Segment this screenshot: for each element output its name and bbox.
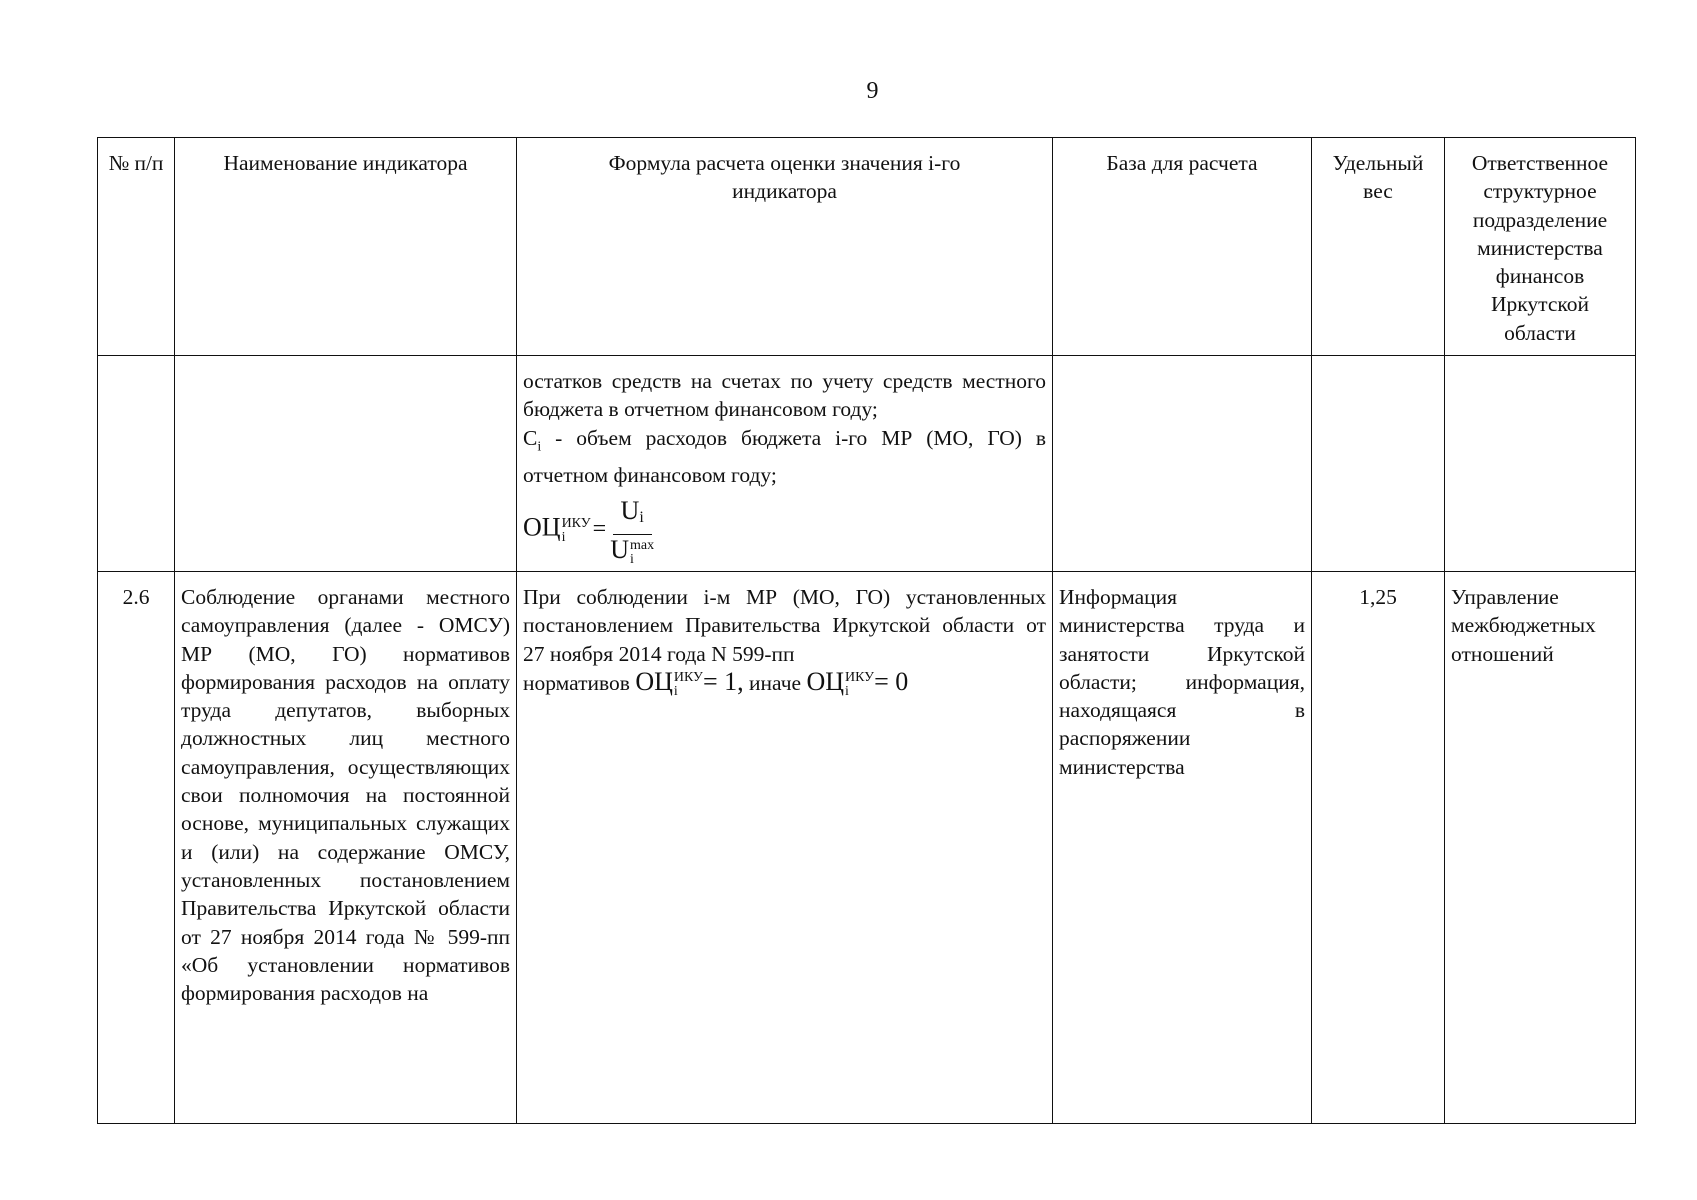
f-den-sub: i — [629, 551, 634, 567]
header-base: База для расчета — [1053, 138, 1312, 356]
cell-weight: 1,25 — [1312, 572, 1445, 1124]
f2-lhs: ОЦ — [806, 666, 845, 696]
header-formula: Формула расчета оценки значения i-го индикатора — [517, 138, 1053, 356]
f1-sub: i — [673, 683, 678, 699]
formula-text-2: - объем расходов бюджета i-го МР (МО, ГО) в отчетном финансовом году; — [523, 425, 1046, 488]
f1-sup: ИКУ — [673, 669, 703, 685]
formula-line — [523, 668, 1046, 699]
header-num: № п/п — [98, 138, 175, 356]
f2-rhs: = 0 — [874, 666, 909, 696]
table-row-2-6 — [98, 572, 1636, 1124]
f1-rhs: = 1, — [702, 666, 744, 696]
cell-base: Информация министерства труда и занятости Иркутской области; информация, находящаяся в распоряжении министерства — [1053, 572, 1312, 1124]
formula-text-2-wrap — [523, 424, 1046, 490]
cell-num-empty — [98, 356, 175, 572]
f-den-sup: max — [629, 537, 655, 553]
cell-formula — [517, 572, 1053, 1124]
f-sub: i — [561, 530, 566, 545]
fraction — [610, 495, 654, 566]
cell-formula-continued — [517, 356, 1053, 572]
c-sub: i — [537, 438, 542, 454]
header-responsible: Ответственное структурное подразделение министерства финансов Иркутской области — [1445, 138, 1636, 356]
cell-weight-empty — [1312, 356, 1445, 572]
f2-sub: i — [845, 683, 849, 699]
f-den: U — [610, 535, 629, 565]
table-header-row — [98, 138, 1636, 356]
cell-indicator-name: Соблюдение органами местного самоуправления (далее - ОМСУ) МР (МО, ГО) нормативов формирования расходов на оплату труда депутатов, выборных должностных лиц местного самоуправления, осуществляющих свои полномочия на постоянной основе, муниципальных служащих и (или) на содержание ОМСУ, установленных постановлением Правительства Иркутской области от 27 ноября 2014 года № 599-пп «Об установлении нормативов формирования расходов на — [175, 572, 517, 1124]
cell-base-empty — [1053, 356, 1312, 572]
f1-lhs: ОЦ — [635, 666, 673, 696]
header-name: Наименование индикатора — [175, 138, 517, 356]
c-symbol: C — [523, 425, 538, 450]
cell-name-empty — [175, 356, 517, 572]
table-row-continued — [98, 356, 1636, 572]
indicator-table — [97, 137, 1636, 1124]
else-word: иначе — [749, 670, 802, 695]
header-weight: Удельный вес — [1312, 138, 1445, 356]
formula-word: нормативов — [523, 670, 630, 695]
f-num-sub: i — [639, 509, 644, 527]
f2-sup: ИКУ — [845, 669, 875, 685]
formula-oc-fraction — [523, 495, 1046, 566]
f-eq: = — [592, 515, 607, 542]
cell-num: 2.6 — [98, 572, 175, 1124]
cell-responsible-empty — [1445, 356, 1636, 572]
formula-text-1: остатков средств на счетах по учету средств местного бюджета в отчетном финансовом году; — [523, 369, 1046, 422]
f-lhs: ОЦ — [523, 512, 561, 542]
f-sup: ИКУ — [561, 516, 591, 531]
f-num: U — [620, 496, 640, 526]
cell-responsible: Управление межбюджетных отношений — [1445, 572, 1636, 1124]
formula-text: При соблюдении i-м МР (МО, ГО) установленных постановлением Правительства Иркутской области от 27 ноября 2014 года N 599-пп — [523, 585, 1046, 666]
page-number: 9 — [866, 78, 879, 104]
